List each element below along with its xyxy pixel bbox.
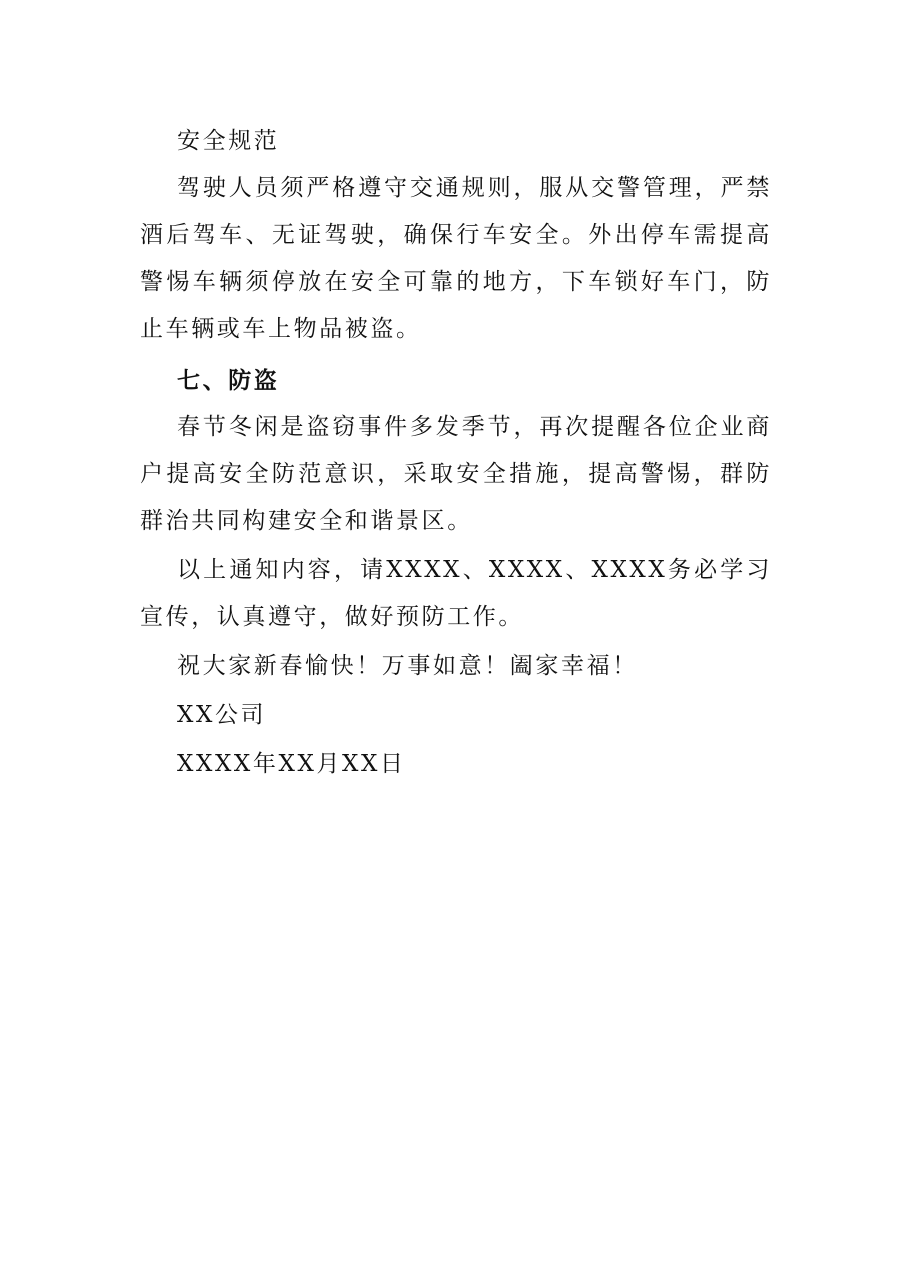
theft-paragraph: 春节冬闲是盗窃事件多发季节，再次提醒各位企业商户提高安全防范意识，采取安全措施，提高警惕，群防群治共同构建安全和谐景区。 — [140, 414, 772, 534]
notice-paragraph: 以上通知内容，请XXXX、XXXX、XXXX务必学习宣传，认真遵守，做好预防工作。 — [140, 557, 772, 630]
document-body — [140, 118, 772, 788]
section-heading: 七、防盗 — [177, 367, 280, 394]
safety-paragraph: 驾驶人员须严格遵守交通规则，服从交警管理，严禁酒后驾车、无证驾驶，确保行车安全。外出停车需提高警惕车辆须停放在安全可靠的地方，下车锁好车门，防止车辆或车上物品被盗。 — [140, 175, 772, 342]
signature-company: XX公司 — [177, 702, 267, 728]
signature-date: XXXX年XX月XX日 — [177, 751, 406, 777]
subsection-title: 安全规范 — [177, 128, 280, 154]
greeting-line: 祝大家新春愉快！万事如意！阖家幸福！ — [177, 653, 638, 679]
